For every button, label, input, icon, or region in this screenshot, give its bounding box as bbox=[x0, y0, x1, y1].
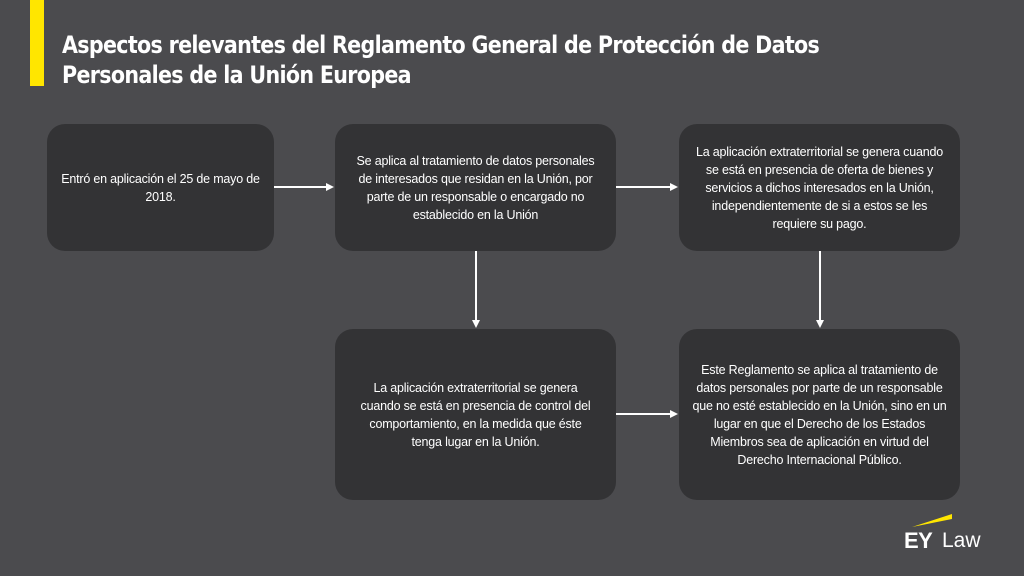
logo-accent-icon bbox=[910, 514, 954, 528]
logo-mark: EY bbox=[904, 528, 933, 553]
page-title: Aspectos relevantes del Reglamento General de Protección de Datos Personales de la Unión Europea bbox=[62, 31, 820, 89]
logo-text: Law bbox=[942, 529, 981, 552]
box-extraterritorial-offer-text: La aplicación extraterritorial se genera cuando se está en presencia de oferta de bienes y servicios a dichos interesados en la Unión, independientemente de si a estos se les requiere su pago. bbox=[695, 144, 943, 231]
box-extraterritorial-behavior-text: La aplicación extraterritorial se genera cuando se está en presencia de control del comportamiento, en la medida que éste tenga lugar en la Unión. bbox=[360, 380, 591, 449]
box-international-law-text: Este Reglamento se aplica al tratamiento de datos personales por parte de un responsable que no esté establecido en la Unión, sino en un lugar en que el Derecho de los Estados Miembros sea de aplicación en virtud del Derecho Internacional Público. bbox=[692, 362, 947, 467]
ey-law-logo bbox=[904, 514, 1004, 554]
box-scope-residents-text: Se aplica al tratamiento de datos personales de interesados que residan en la Unión, por parte de un responsable o encargado no establecido en la Unión bbox=[356, 153, 595, 222]
box-entry-date-text: Entró en aplicación el 25 de mayo de 2018. bbox=[61, 171, 260, 204]
